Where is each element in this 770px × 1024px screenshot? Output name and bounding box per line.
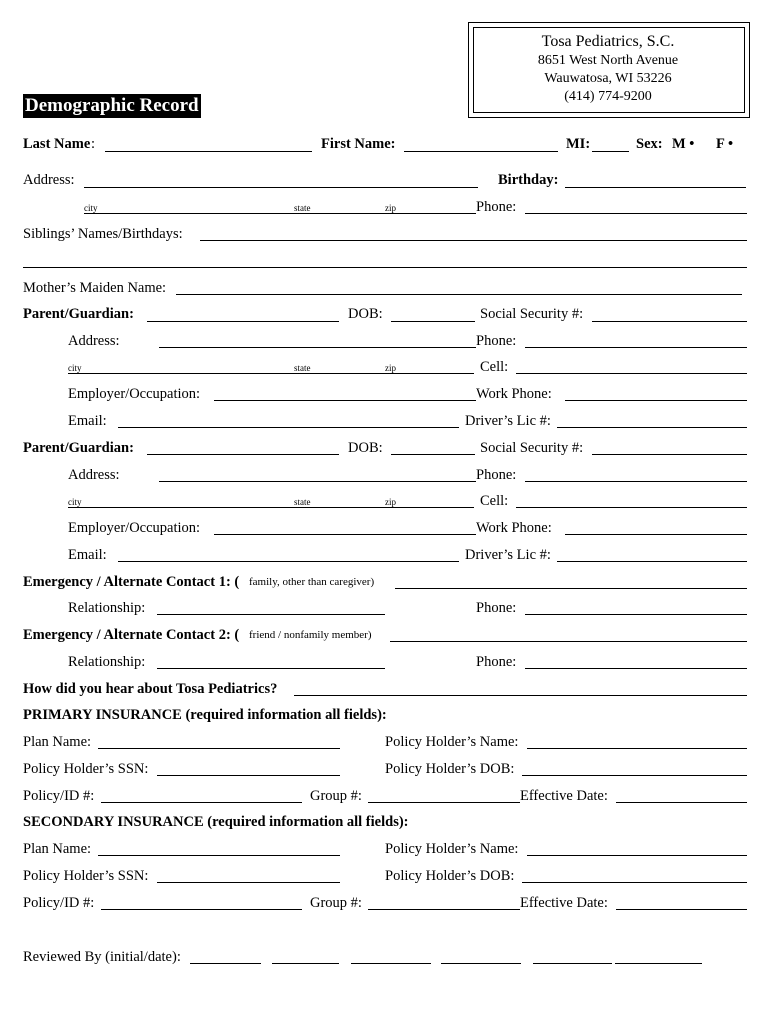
mi-field[interactable]	[592, 151, 629, 152]
primary-plan-name-field[interactable]	[98, 748, 340, 749]
emergency1-note: family, other than caregiver)	[249, 576, 375, 588]
emergency2-note: friend / nonfamily member)	[249, 629, 372, 641]
last-name-field[interactable]	[105, 151, 312, 152]
secondary-holder-ssn-field[interactable]	[157, 882, 340, 883]
siblings-field[interactable]	[200, 240, 747, 241]
birthday-label: Birthday:	[498, 172, 559, 188]
guardian2-city-state-zip-field[interactable]	[68, 507, 474, 508]
primary-plan-name-label: Plan Name:	[23, 734, 92, 750]
guardian2-work-phone-field[interactable]	[565, 534, 747, 535]
primary-insurance-heading: PRIMARY INSURANCE (required information all fields):	[23, 707, 387, 723]
siblings-field-line2[interactable]	[23, 267, 747, 268]
emergency2-phone-field[interactable]	[525, 668, 747, 669]
guardian2-phone-field[interactable]	[525, 481, 747, 482]
phone-field[interactable]	[525, 213, 747, 214]
sex-male-option[interactable]: M •	[672, 136, 695, 152]
secondary-insurance-heading: SECONDARY INSURANCE (required information all fields):	[23, 814, 409, 830]
primary-policy-id-field[interactable]	[101, 802, 302, 803]
emergency2-relationship-label: Relationship:	[68, 654, 146, 670]
secondary-plan-name-label: Plan Name:	[23, 841, 92, 857]
emergency2-relationship-field[interactable]	[157, 668, 385, 669]
referral-field[interactable]	[294, 695, 747, 696]
guardian2-drivers-lic-field[interactable]	[557, 561, 747, 562]
secondary-effective-date-field[interactable]	[616, 909, 747, 910]
referral-label: How did you hear about Tosa Pediatrics?	[23, 681, 278, 697]
guardian2-cell-label: Cell:	[480, 493, 509, 509]
sex-female-option[interactable]: F •	[716, 136, 734, 152]
guardian1-ssn-label: Social Security #:	[480, 306, 584, 322]
emergency1-relationship-field[interactable]	[157, 614, 385, 615]
guardian2-work-phone-label: Work Phone:	[476, 520, 552, 536]
secondary-holder-name-label: Policy Holder’s Name:	[385, 841, 519, 857]
guardian1-state-caption: state	[294, 363, 311, 373]
guardian1-email-label: Email:	[68, 413, 107, 429]
guardian1-email-field[interactable]	[118, 427, 459, 428]
primary-policy-id-label: Policy/ID #:	[23, 788, 95, 804]
guardian1-dob-field[interactable]	[391, 321, 475, 322]
guardian1-employer-field[interactable]	[214, 400, 476, 401]
form-title: Demographic Record	[25, 95, 199, 116]
primary-holder-dob-field[interactable]	[522, 775, 747, 776]
emergency2-label: Emergency / Alternate Contact 2: (	[23, 627, 240, 643]
guardian1-work-phone-field[interactable]	[565, 400, 747, 401]
guardian1-zip-caption: zip	[385, 363, 396, 373]
guardian1-ssn-field[interactable]	[592, 321, 747, 322]
guardian2-cell-field[interactable]	[516, 507, 747, 508]
guardian2-city-caption: city	[68, 497, 82, 507]
guardian2-zip-caption: zip	[385, 497, 396, 507]
primary-holder-name-label: Policy Holder’s Name:	[385, 734, 519, 750]
zip-caption: zip	[385, 203, 396, 213]
primary-holder-name-field[interactable]	[527, 748, 747, 749]
guardian2-email-label: Email:	[68, 547, 107, 563]
emergency2-field[interactable]	[390, 641, 747, 642]
secondary-group-field[interactable]	[368, 909, 520, 910]
reviewed-by-label: Reviewed By (initial/date):	[23, 949, 181, 965]
guardian2-label: Parent/Guardian:	[23, 440, 134, 456]
emergency1-phone-field[interactable]	[525, 614, 747, 615]
phone-label: Phone:	[476, 199, 517, 215]
emergency1-phone-label: Phone:	[476, 600, 517, 616]
guardian1-drivers-lic-label: Driver’s Lic #:	[465, 413, 551, 429]
guardian1-phone-label: Phone:	[476, 333, 517, 349]
guardian1-label: Parent/Guardian:	[23, 306, 134, 322]
practice-address-line1: 8651 West North Avenue	[537, 53, 679, 68]
guardian1-address-field[interactable]	[159, 347, 476, 348]
primary-group-label: Group #:	[310, 788, 362, 804]
guardian1-name-field[interactable]	[147, 321, 339, 322]
primary-holder-ssn-label: Policy Holder’s SSN:	[23, 761, 149, 777]
first-name-label: First Name:	[321, 136, 396, 152]
last-name-colon: :	[91, 136, 96, 152]
guardian1-cell-label: Cell:	[480, 359, 509, 375]
last-name-label: Last Name	[23, 136, 91, 152]
secondary-group-label: Group #:	[310, 895, 362, 911]
guardian1-cell-field[interactable]	[516, 373, 747, 374]
guardian2-employer-field[interactable]	[214, 534, 476, 535]
secondary-policy-id-label: Policy/ID #:	[23, 895, 95, 911]
guardian1-phone-field[interactable]	[525, 347, 747, 348]
emergency1-relationship-label: Relationship:	[68, 600, 146, 616]
primary-effective-date-field[interactable]	[616, 802, 747, 803]
reviewed-by-field-6[interactable]	[615, 963, 702, 964]
guardian2-employer-label: Employer/Occupation:	[68, 520, 201, 536]
state-caption: state	[294, 203, 311, 213]
practice-phone: (414) 774-9200	[564, 89, 652, 104]
guardian1-dob-label: DOB:	[348, 306, 383, 322]
primary-holder-dob-label: Policy Holder’s DOB:	[385, 761, 515, 777]
guardian1-city-caption: city	[68, 363, 82, 373]
city-state-zip-field[interactable]	[84, 213, 476, 214]
secondary-effective-date-label: Effective Date:	[520, 895, 608, 911]
guardian1-work-phone-label: Work Phone:	[476, 386, 552, 402]
secondary-holder-name-field[interactable]	[527, 855, 747, 856]
reviewed-by-field-3[interactable]	[351, 963, 431, 964]
guardian2-email-field[interactable]	[118, 561, 459, 562]
secondary-policy-id-field[interactable]	[101, 909, 302, 910]
secondary-plan-name-field[interactable]	[98, 855, 340, 856]
first-name-field[interactable]	[404, 151, 558, 152]
guardian2-ssn-label: Social Security #:	[480, 440, 584, 456]
guardian1-drivers-lic-field[interactable]	[557, 427, 747, 428]
mothers-maiden-name-label: Mother’s Maiden Name:	[23, 280, 167, 296]
guardian2-dob-label: DOB:	[348, 440, 383, 456]
guardian2-dob-field[interactable]	[391, 454, 475, 455]
sex-label: Sex:	[636, 136, 663, 152]
mothers-maiden-name-field[interactable]	[176, 294, 742, 295]
secondary-holder-dob-label: Policy Holder’s DOB:	[385, 868, 515, 884]
reviewed-by-field-2[interactable]	[272, 963, 339, 964]
guardian2-phone-label: Phone:	[476, 467, 517, 483]
reviewed-by-field-4[interactable]	[441, 963, 521, 964]
siblings-label: Siblings’ Names/Birthdays:	[23, 226, 183, 242]
emergency1-field[interactable]	[395, 588, 747, 589]
secondary-holder-dob-field[interactable]	[522, 882, 747, 883]
city-caption: city	[84, 203, 98, 213]
address-field[interactable]	[84, 187, 478, 188]
primary-effective-date-label: Effective Date:	[520, 788, 608, 804]
primary-holder-ssn-field[interactable]	[157, 775, 340, 776]
guardian2-address-field[interactable]	[159, 481, 476, 482]
guardian1-address-label: Address:	[68, 333, 120, 349]
guardian2-address-label: Address:	[68, 467, 120, 483]
guardian1-city-state-zip-field[interactable]	[68, 373, 474, 374]
guardian2-name-field[interactable]	[147, 454, 339, 455]
address-label: Address:	[23, 172, 75, 188]
guardian1-employer-label: Employer/Occupation:	[68, 386, 201, 402]
guardian2-drivers-lic-label: Driver’s Lic #:	[465, 547, 551, 563]
emergency2-phone-label: Phone:	[476, 654, 517, 670]
practice-address-line2: Wauwatosa, WI 53226	[544, 71, 672, 86]
practice-name: Tosa Pediatrics, S.C.	[541, 33, 675, 50]
mi-label: MI:	[566, 136, 591, 152]
primary-group-field[interactable]	[368, 802, 520, 803]
guardian2-ssn-field[interactable]	[592, 454, 747, 455]
guardian2-state-caption: state	[294, 497, 311, 507]
reviewed-by-field-5[interactable]	[533, 963, 612, 964]
birthday-field[interactable]	[565, 187, 746, 188]
emergency1-label: Emergency / Alternate Contact 1: (	[23, 574, 240, 590]
secondary-holder-ssn-label: Policy Holder’s SSN:	[23, 868, 149, 884]
reviewed-by-field-1[interactable]	[190, 963, 261, 964]
